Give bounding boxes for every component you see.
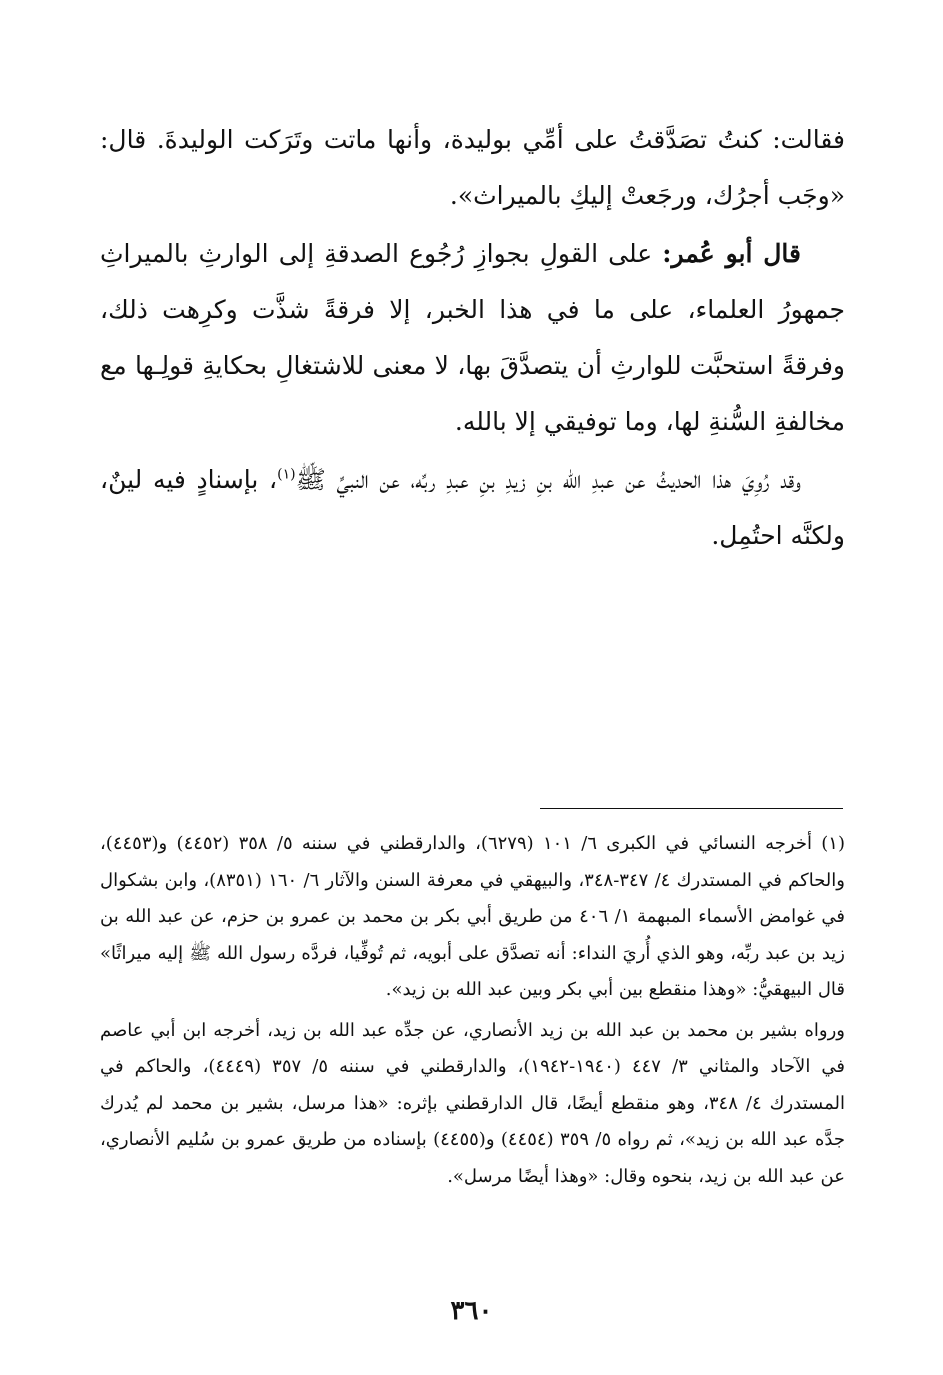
paragraph-2-text: على القولِ بجوازِ رُجُوع الصدقةِ إلى الوارثِ بالميراثِ جمهورُ العلماء، على ما في هذا الخبر، إلا فرقةً شذَّت وكرِهت ذلك، وفرقةً استحبَّت للوارثِ أن يتصدَّقَ بها، لا معنى للاشتغالِ بحكايةِ قولِـها مع مخالفةِ السُّنةِ لها، وما توفيقي إلا بالله. xyxy=(100,239,845,436)
paragraph-3-text: وقد رُوِيَ هذا الحديثُ عن عبدِ الله بنِ زيدِ بنِ عبدِ ربِّه، عن النبيِّ ﷺ xyxy=(295,465,802,494)
page-number: ٣٦٠ xyxy=(450,1296,493,1326)
paragraph-1-text: فقالت: كنتُ تصَدَّقتُ على أمِّي بوليدة، وأنها ماتت وتَرَكت الوليدةَ. قال: «وجَب أجرُك، ورجَعتْ إليكِ بالميراث». xyxy=(100,125,845,210)
footnote-1: (١) أخرجه النسائي في الكبرى ٦/ ١٠١ (٦٢٧٩)، والدارقطني في سننه ٥/ ٣٥٨ (٤٤٥٢) و(٤٤٥٣)، والحاكم في المستدرك ٤/ ٣٤٧-٣٤٨، والبيهقي في معرفة السنن والآثار ٦/ ١٦٠ (٨٣٥١)، وابن بشكوال في غوامض الأسماء المبهمة ١/ ٤٠٦ من طريق أبي بكر بن محمد بن عمرو بن حزم، عن عبد الله بن زيد بن عبد ربِّه، وهو الذي أُريَ النداء: أنه تصدَّق على أبويه، ثم تُوفِّيا، فردَّه رسول الله ﷺ إليه ميراثًا» قال البيهقيُّ: «وهذا منقطع بين أبي بكر وبين عبد الله بن زيد». xyxy=(100,833,846,1000)
paragraph-3-tail: ، بإسنادٍ فيه لينٌ، ولكنَّه احتُمِل. xyxy=(100,465,845,550)
paragraph-2 xyxy=(100,226,845,450)
footnotes-section xyxy=(100,826,845,1199)
paragraph-3 xyxy=(100,452,845,564)
footnote-1-continued: ورواه بشير بن محمد بن عبد الله بن زيد الأنصاري، عن جدِّه عبد الله بن زيد، أخرجه ابن أبي عاصم في الآحاد والمثاني ٣/ ٤٤٧ (١٩٤٠-١٩٤٢)، والدارقطني في سننه ٥/ ٣٥٧ (٤٤٤٩)، والحاكم في المستدرك ٤/ ٣٤٨، وهو منقطع أيضًا، قال الدارقطني بإثره: «هذا مرسل، بشير بن محمد لم يُدرك جدَّه عبد الله بن زيد»، ثم رواه ٥/ ٣٥٩ (٤٤٥٤) و(٤٤٥٥) بإسناده من طريق عمرو بن سُليم الأنصاري، عن عبد الله بن زيد، بنحوه وقال: «وهذا أيضًا مرسل». xyxy=(100,1019,845,1187)
footnote-marker[interactable]: (١) xyxy=(277,466,296,483)
footnote-separator-rule xyxy=(540,808,843,809)
main-text-body xyxy=(100,112,845,566)
paragraph-1 xyxy=(100,112,845,224)
speaker-lead: قال أبو عُمر: xyxy=(662,239,801,268)
